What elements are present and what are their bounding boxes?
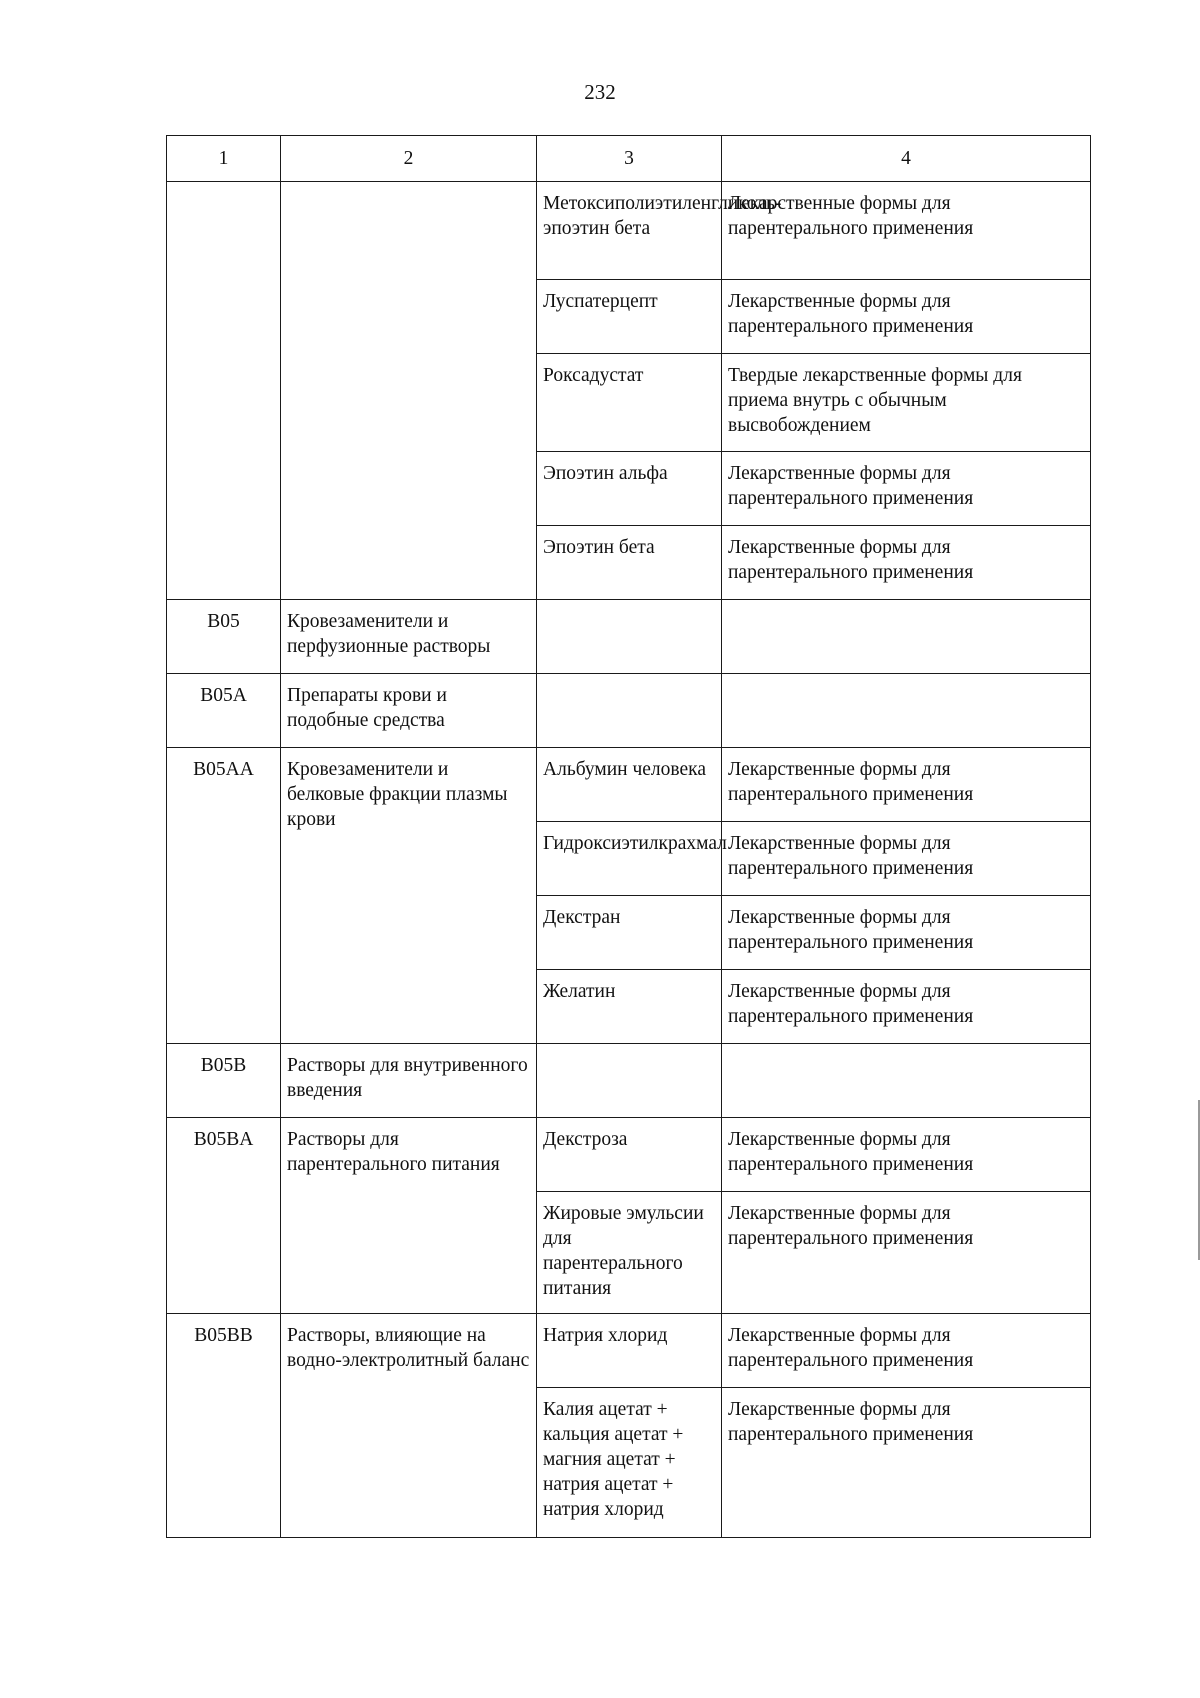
drug-name-cell: Метоксиполиэтиленгликоль-эпоэтин бета — [537, 182, 722, 280]
atc-code-cell: B05 — [167, 600, 281, 674]
table-row — [167, 748, 1091, 822]
atc-code-cell: B05A — [167, 674, 281, 748]
atc-code-cell: B05BA — [167, 1118, 281, 1314]
dosage-form-cell-empty — [722, 1044, 1091, 1118]
header-col-4: 4 — [722, 136, 1091, 182]
table-row — [167, 1118, 1091, 1192]
dosage-form-cell: Твердые лекарственные формы для приема внутрь с обычным высвобождением — [722, 354, 1091, 452]
drug-name-cell: Калия ацетат + кальция ацетат + магния ацетат + натрия ацетат + натрия хлорид — [537, 1388, 722, 1538]
dosage-form-cell-empty — [722, 674, 1091, 748]
dosage-form-cell: Лекарственные формы для парентерального применения — [722, 1388, 1091, 1538]
group-name-cell: Растворы, влияющие на водно-электролитный баланс — [281, 1314, 537, 1538]
drug-name-cell: Желатин — [537, 970, 722, 1044]
drug-name-cell: Эпоэтин бета — [537, 526, 722, 600]
dosage-form-cell: Лекарственные формы для парентерального применения — [722, 970, 1091, 1044]
drug-name-cell: Гидроксиэтилкрахмал — [537, 822, 722, 896]
dosage-form-cell: Лекарственные формы для парентерального применения — [722, 822, 1091, 896]
drug-name-cell: Альбумин человека — [537, 748, 722, 822]
atc-code-cell: B05AA — [167, 748, 281, 1044]
group-name-cell: Кровезаменители и белковые фракции плазмы крови — [281, 748, 537, 1044]
header-col-2: 2 — [281, 136, 537, 182]
dosage-form-cell: Лекарственные формы для парентерального применения — [722, 1192, 1091, 1314]
atc-code-cell: B05B — [167, 1044, 281, 1118]
drug-name-cell-empty — [537, 674, 722, 748]
group-name-cell: Растворы для внутривенного введения — [281, 1044, 537, 1118]
drug-name-cell: Роксадустат — [537, 354, 722, 452]
dosage-form-cell: Лекарственные формы для парентерального применения — [722, 896, 1091, 970]
dosage-form-cell-empty — [722, 600, 1091, 674]
drug-name-cell-empty — [537, 1044, 722, 1118]
header-col-1: 1 — [167, 136, 281, 182]
table-row — [167, 182, 1091, 280]
drug-name-cell: Жировые эмульсии для парентерального питания — [537, 1192, 722, 1314]
dosage-form-cell: Лекарственные формы для парентерального применения — [722, 452, 1091, 526]
drug-name-cell: Натрия хлорид — [537, 1314, 722, 1388]
drug-name-cell: Луспатерцепт — [537, 280, 722, 354]
code-cell-empty — [167, 182, 281, 600]
dosage-form-cell: Лекарственные формы для парентерального применения — [722, 526, 1091, 600]
drug-classification-table — [166, 135, 1091, 1538]
group-cell-empty — [281, 182, 537, 600]
group-name-cell: Препараты крови и подобные средства — [281, 674, 537, 748]
dosage-form-cell: Лекарственные формы для парентерального применения — [722, 280, 1091, 354]
group-name-cell: Кровезаменители и перфузионные растворы — [281, 600, 537, 674]
page-number: 232 — [584, 80, 616, 104]
atc-code-cell: B05BB — [167, 1314, 281, 1538]
table-row — [167, 674, 1091, 748]
dosage-form-cell: Лекарственные формы для парентерального применения — [722, 182, 1091, 280]
table-row — [167, 1044, 1091, 1118]
table-row — [167, 600, 1091, 674]
dosage-form-cell: Лекарственные формы для парентерального применения — [722, 1118, 1091, 1192]
drug-name-cell: Декстран — [537, 896, 722, 970]
drug-name-cell-empty — [537, 600, 722, 674]
drug-name-cell: Декстроза — [537, 1118, 722, 1192]
group-name-cell: Растворы для парентерального питания — [281, 1118, 537, 1314]
drug-name-cell: Эпоэтин альфа — [537, 452, 722, 526]
header-col-3: 3 — [537, 136, 722, 182]
dosage-form-cell: Лекарственные формы для парентерального применения — [722, 1314, 1091, 1388]
dosage-form-cell: Лекарственные формы для парентерального применения — [722, 748, 1091, 822]
table-header-row — [167, 136, 1091, 182]
table-row — [167, 1314, 1091, 1388]
